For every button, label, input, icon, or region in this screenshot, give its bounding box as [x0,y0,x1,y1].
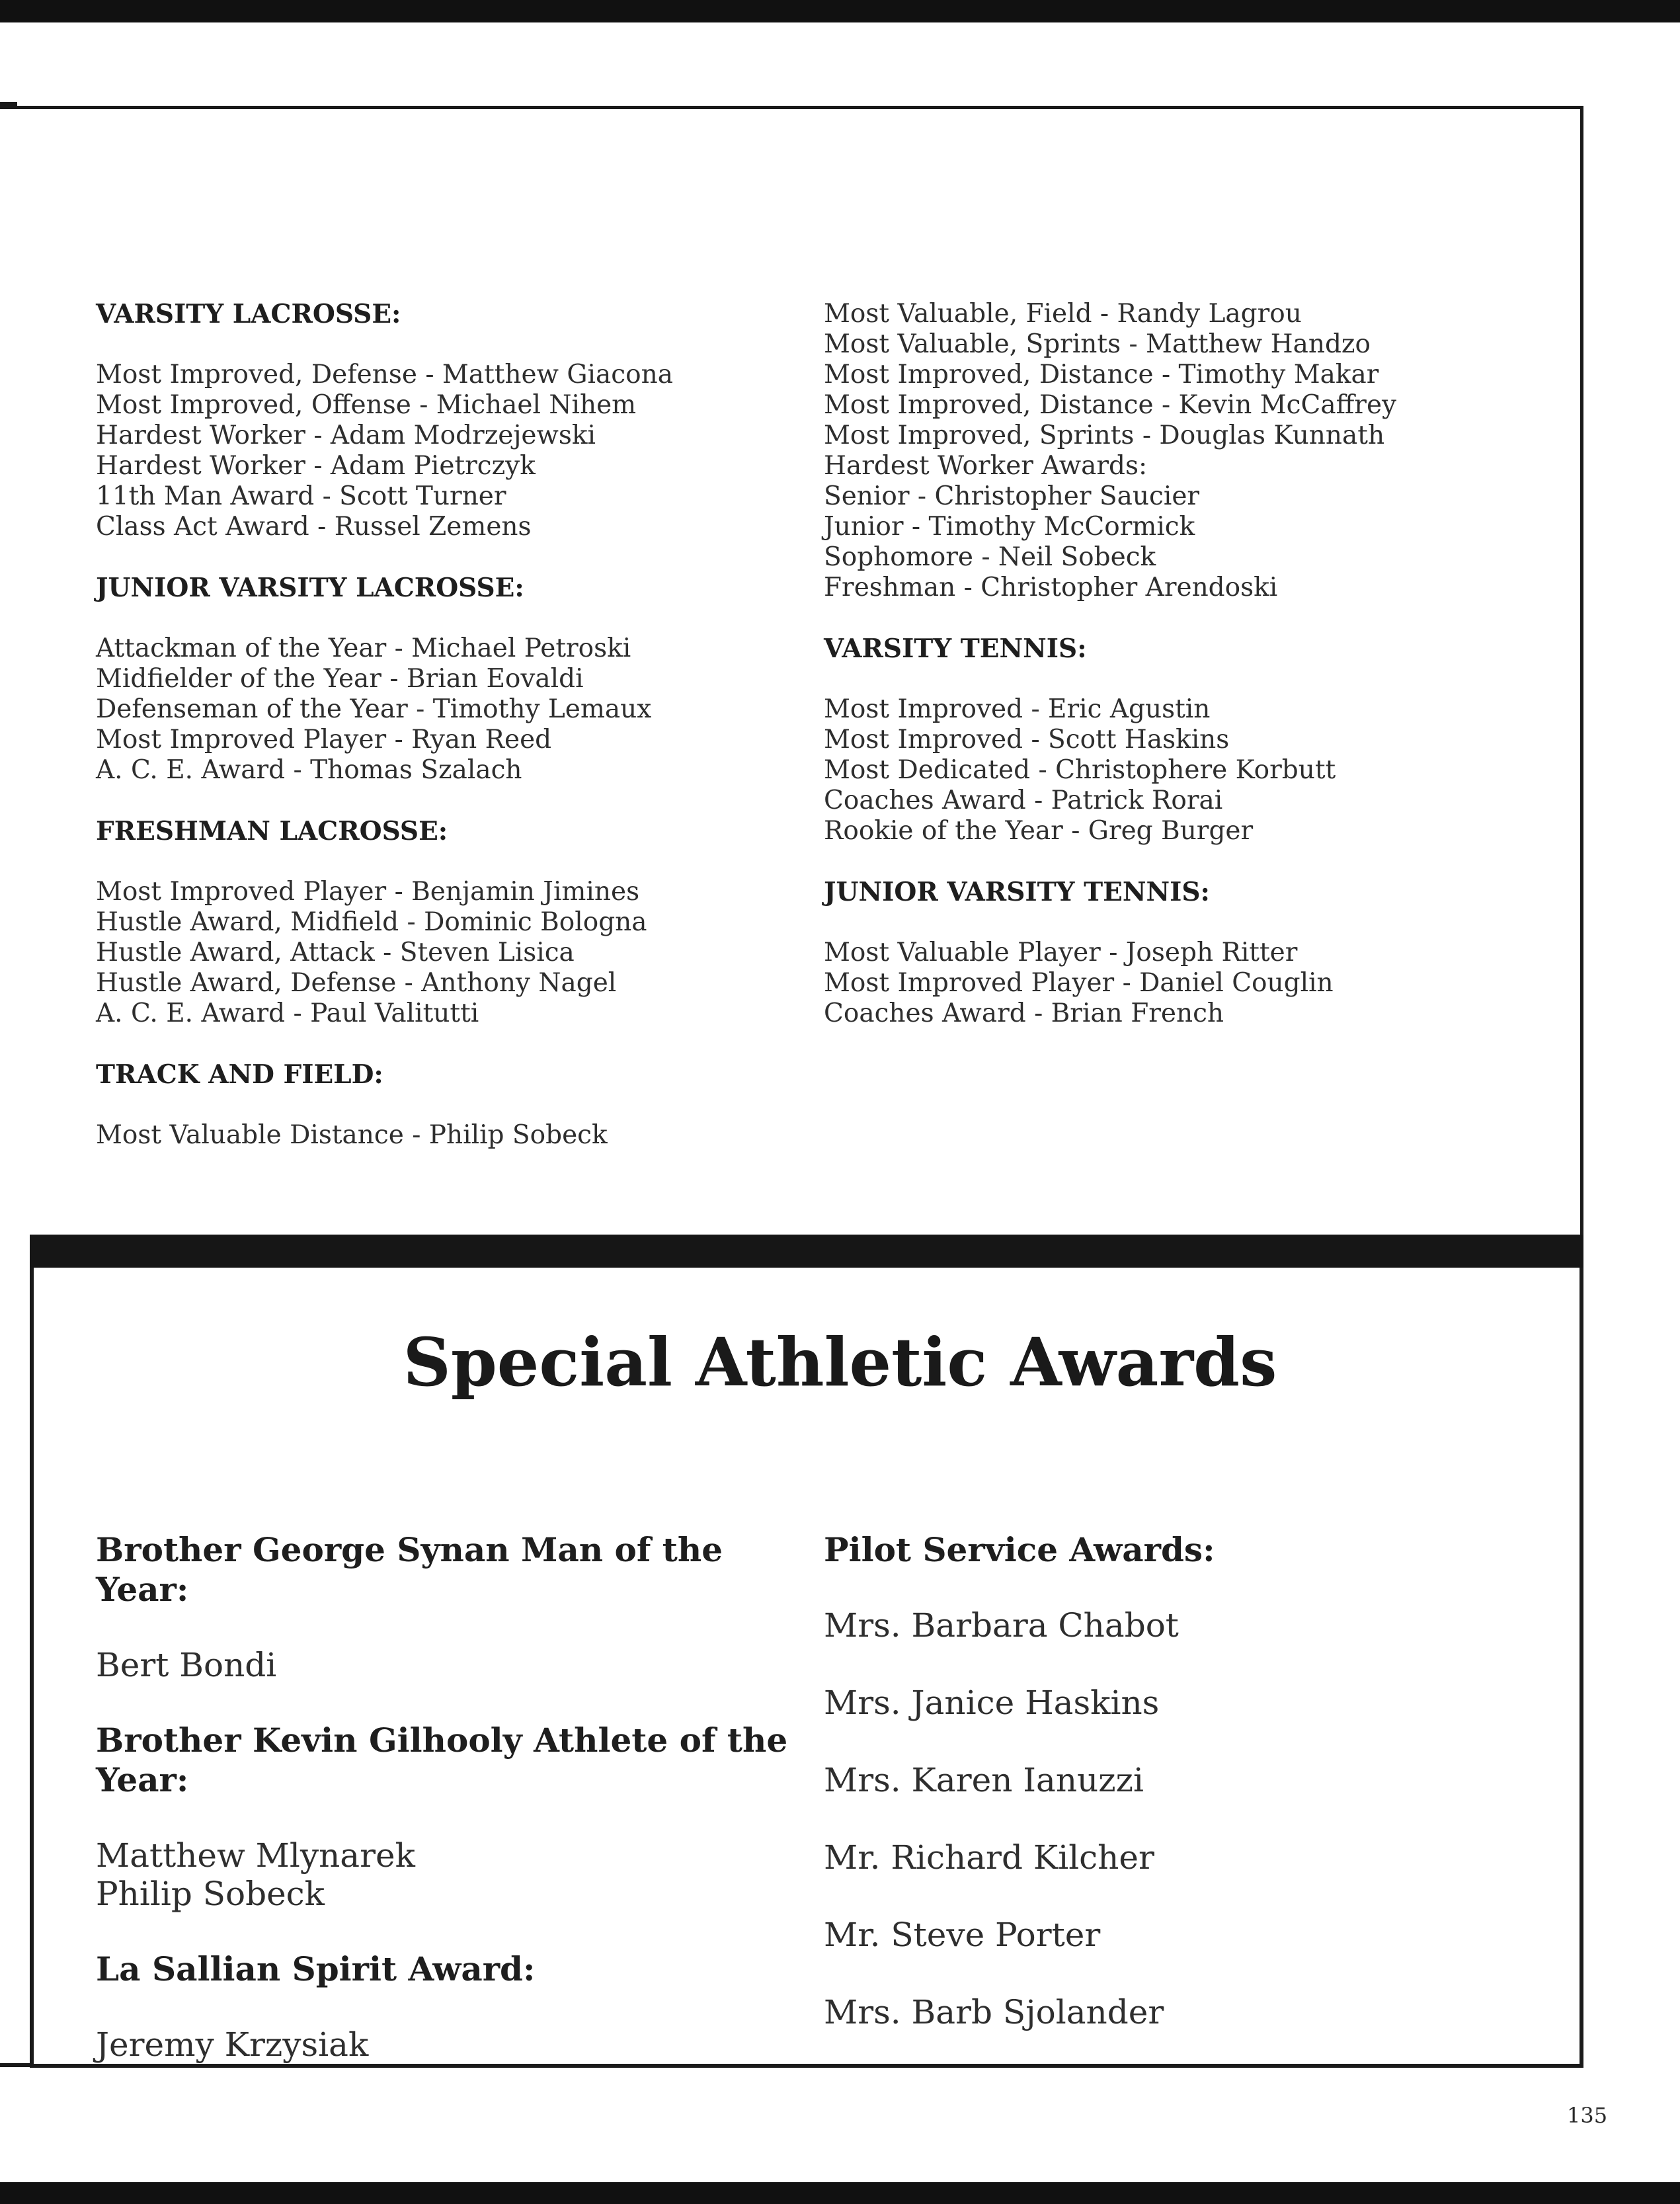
section-heading: TRACK AND FIELD: [96,1059,383,1090]
special-award-list [824,1606,1518,2031]
award-item: Most Valuable, Field - Randy Lagrou [824,299,1302,329]
award-item: Most Improved, Distance - Timothy Makar [824,360,1379,389]
award-item: Most Improved - Scott Haskins [824,725,1230,755]
award-item: Most Improved, Offense - Michael Nihem [96,390,637,420]
award-item: Most Dedicated - Christophere Korbutt [824,755,1336,785]
special-award-heading: Brother Kevin Gilhooly Athlete of the Year: [96,1721,788,1799]
award-list-continued [824,299,1518,603]
award-item: Defenseman of the Year - Timothy Lemaux [96,694,652,724]
special-awards-title: Special Athletic Awards [403,1323,1277,1401]
section-heading: VARSITY LACROSSE: [96,299,401,329]
special-award-heading: Brother George Synan Man of the Year: [96,1530,723,1609]
award-item: Most Improved Player - Ryan Reed [96,725,552,755]
award-item: A. C. E. Award - Thomas Szalach [96,755,522,785]
award-list [96,633,790,786]
award-item: Most Improved, Defense - Matthew Giacona [96,360,673,389]
recipient-name: Mrs. Karen Ianuzzi [824,1761,1144,1799]
section-heading: FRESHMAN LACROSSE: [96,816,448,846]
recipient-name: Matthew Mlynarek [96,1836,415,1875]
award-list [824,694,1518,846]
award-item: Class Act Award - Russel Zemens [96,512,532,542]
recipient-name: Mrs. Barb Sjolander [824,1993,1164,2031]
award-item: Attackman of the Year - Michael Petroski [96,633,631,663]
special-award-heading: La Sallian Spirit Award: [96,1949,536,1988]
special-award-list [96,1646,790,1684]
award-item: Most Improved Player - Daniel Couglin [824,968,1334,998]
award-list [96,1120,790,1151]
special-award-list [96,1836,790,1913]
recipient-name: Mr. Richard Kilcher [824,1838,1154,1877]
award-item: Midfielder of the Year - Brian Eovaldi [96,664,584,694]
award-item: Senior - Christopher Saucier [824,481,1200,511]
recipient-name: Philip Sobeck [96,1875,325,1913]
awards-left-column [96,299,790,1181]
award-item: Rookie of the Year - Greg Burger [824,816,1254,846]
award-item: Most Improved, Sprints - Douglas Kunnath [824,421,1385,450]
section-divider-bar [30,1235,1583,1268]
recipient-name: Mrs. Janice Haskins [824,1684,1160,1722]
award-list [96,360,790,542]
award-item: Hardest Worker - Adam Modrzejewski [96,421,596,450]
award-item: Hustle Award, Defense - Anthony Nagel [96,968,617,998]
recipient-name: Bert Bondi [96,1646,277,1684]
special-awards-left-column [96,1530,790,2100]
frame-bottom-rule [0,2063,33,2067]
award-item: Coaches Award - Patrick Rorai [824,786,1223,815]
page-number: 135 [1567,2103,1608,2128]
award-item: Most Improved, Distance - Kevin McCaffrey [824,390,1397,420]
award-item: Most Valuable Player - Joseph Ritter [824,938,1298,967]
award-item: Most Valuable, Sprints - Matthew Handzo [824,329,1371,359]
bottom-scan-border [0,2182,1680,2204]
top-scan-border [0,0,1680,22]
award-item: Hardest Worker - Adam Pietrczyk [96,451,536,481]
special-awards-right-column [824,1530,1518,2070]
award-item: Junior - Timothy McCormick [824,512,1195,542]
recipient-name: Mrs. Barbara Chabot [824,1606,1179,1645]
award-item: Hustle Award, Midfield - Dominic Bologna [96,907,647,937]
award-item: Sophomore - Neil Sobeck [824,542,1156,572]
special-award-list [96,2025,790,2064]
section-heading: JUNIOR VARSITY LACROSSE: [96,573,524,603]
recipient-name: Jeremy Krzysiak [96,2025,369,2064]
award-item: Most Improved - Eric Agustin [824,694,1211,724]
award-item: Freshman - Christopher Arendoski [824,573,1278,602]
section-heading: JUNIOR VARSITY TENNIS: [824,877,1210,907]
section-heading: VARSITY TENNIS: [824,633,1087,664]
awards-right-column [824,299,1518,1059]
award-item: Coaches Award - Brian French [824,999,1224,1028]
award-item: Hustle Award, Attack - Steven Lisica [96,938,575,967]
award-item: 11th Man Award - Scott Turner [96,481,506,511]
award-item: Most Valuable Distance - Philip Sobeck [96,1120,608,1150]
award-item: A. C. E. Award - Paul Valitutti [96,999,479,1028]
recipient-name: Mr. Steve Porter [824,1916,1101,1954]
award-item: Hardest Worker Awards: [824,451,1148,481]
award-list [96,877,790,1029]
award-item: Most Improved Player - Benjamin Jimines [96,877,640,907]
special-award-heading: Pilot Service Awards: [824,1530,1215,1569]
award-list [824,938,1518,1029]
